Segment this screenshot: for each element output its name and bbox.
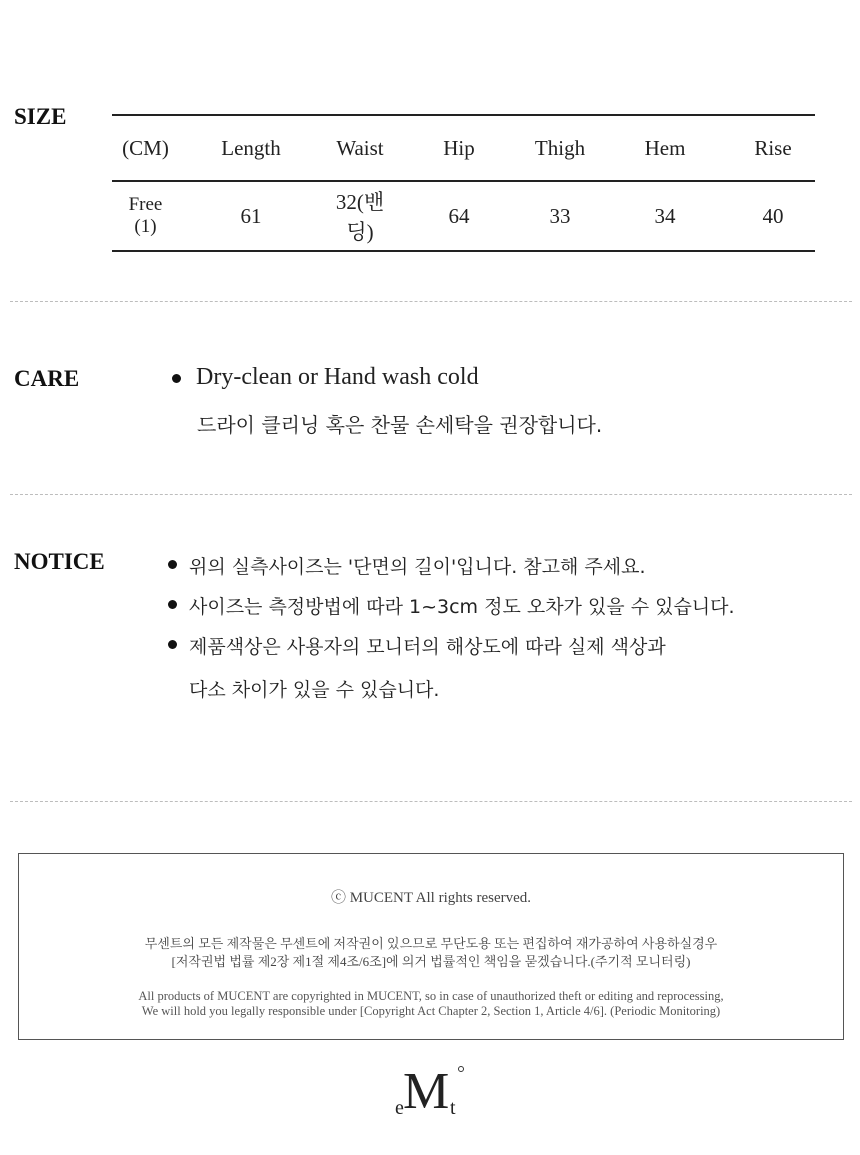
logo-letter-e: e: [395, 1097, 404, 1119]
size-label-count: (1): [134, 216, 157, 237]
notice-item-3: 제품색상은 사용자의 모니터의 해상도에 따라 실제 색상과: [189, 636, 666, 658]
size-label-free: Free: [128, 194, 163, 215]
section-divider: [10, 301, 852, 302]
section-divider: [10, 494, 852, 495]
value-length: 61: [240, 203, 262, 228]
bullet-icon: [168, 600, 177, 609]
care-text-en: Dry-clean or Hand wash cold: [196, 364, 479, 390]
header-rise: Rise: [754, 135, 792, 160]
section-divider: [10, 801, 852, 802]
logo-letter-t: t: [450, 1097, 456, 1119]
bullet-icon: [172, 374, 181, 383]
copyright-english-line-2: We will hold you legally responsible under [Copyright Act Chapter 2, Section 1, Article 4/6]. (Periodic Monitoring): [141, 1004, 721, 1018]
bullet-icon: [168, 560, 177, 569]
notice-section-title: NOTICE: [14, 549, 105, 574]
notice-item-3-continued: 다소 차이가 있을 수 있습니다.: [189, 679, 440, 701]
logo-dot-icon: [458, 1066, 464, 1072]
copyright-notice-box: [18, 853, 844, 1040]
header-hem: Hem: [644, 135, 686, 160]
care-text-ko: 드라이 클리닝 혹은 찬물 손세탁을 권장합니다.: [197, 413, 603, 437]
header-unit: (CM): [122, 135, 169, 160]
size-table: [112, 114, 815, 252]
header-waist: Waist: [336, 135, 384, 160]
copyright-title: ⓒ MUCENT All rights reserved.: [330, 890, 532, 906]
value-thigh: 33: [549, 203, 571, 228]
size-table-header-row: [112, 115, 815, 181]
header-length: Length: [221, 135, 281, 160]
bullet-icon: [168, 640, 177, 649]
copyright-english-line-1: All products of MUCENT are copyrighted in MUCENT, so in case of unauthorized theft or editing and reprocessing,: [138, 989, 724, 1003]
value-rise: 40: [762, 203, 784, 228]
mucent-logo: [392, 1063, 472, 1123]
value-hip: 64: [448, 203, 470, 228]
copyright-korean-line-1: 무센트의 모든 제작물은 무센트에 저작권이 있으므로 무단도용 또는 편집하여 재가공하여 사용하실경우: [144, 936, 718, 951]
copyright-korean-line-2: [저작권법 법률 제2장 제1절 제4조/6조]에 의거 법률적인 책임을 묻겠습니다.(주기적 모니터링): [171, 954, 691, 969]
logo-letter-m: M: [403, 1063, 450, 1120]
header-hip: Hip: [443, 135, 475, 160]
value-hem: 34: [654, 203, 676, 228]
size-section-title: SIZE: [14, 104, 67, 129]
care-section-title: CARE: [14, 366, 80, 391]
header-thigh: Thigh: [534, 135, 586, 160]
notice-item-1: 위의 실측사이즈는 '단면의 길이'입니다. 참고해 주세요.: [189, 556, 646, 578]
notice-item-2: 사이즈는 측정방법에 따라 1~3cm 정도 오차가 있을 수 있습니다.: [189, 596, 735, 618]
value-waist: 32(밴딩): [335, 190, 385, 244]
table-row: [112, 181, 815, 251]
size-label-cell: [112, 181, 179, 251]
